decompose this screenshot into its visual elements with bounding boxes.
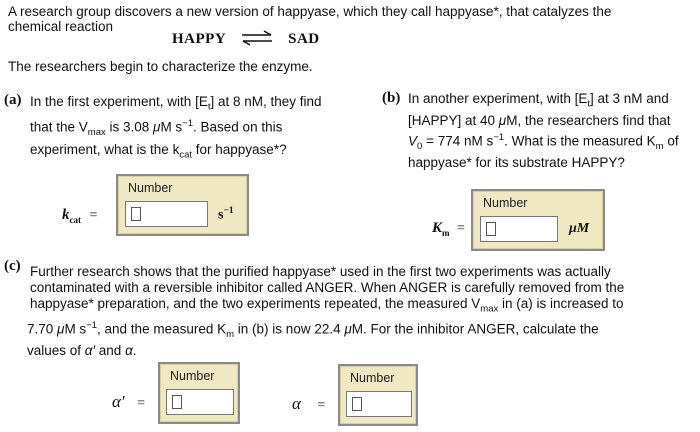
part-b-line-1: In another experiment, with $[E_t]$ at 3 nM and	[408, 91, 669, 110]
alpha-prime-input-caret	[172, 395, 182, 409]
kcat-unit: $s^{-1}$	[218, 206, 234, 223]
km-input-caret	[486, 222, 496, 236]
km-input[interactable]	[480, 216, 558, 242]
part-c-line-4: 7.70 μM $s^{-1}$, and the measured $K_m$ in (b) is now 22.4 μM. For the inhibitor ANGER, calculate the	[27, 319, 599, 340]
equilibrium-arrow-icon	[240, 30, 274, 46]
part-c-question	[27, 264, 690, 359]
problem-intro	[8, 4, 688, 34]
part-b-line-2: [HAPPY] at 40 μM, the researchers find that	[408, 113, 671, 129]
km-answer-box	[471, 189, 605, 251]
km-symbol: $K_m$ =	[432, 220, 465, 239]
intro-begin: The researchers begin to characterize the enzyme.	[8, 59, 313, 74]
part-a-line-1: In the first experiment, with $[E_t]$ at 8 nM, they find	[30, 94, 322, 113]
part-b-label: (b)	[382, 90, 401, 106]
part-a-label: (a)	[4, 92, 22, 108]
alpha-input[interactable]	[346, 391, 412, 417]
km-unit: μM	[569, 221, 590, 236]
part-c-line-3: happyase* preparation, and the two experiments repeated, the measured $V_{max}$ in (a) is increased to	[30, 296, 624, 315]
part-b-question	[408, 91, 698, 172]
reaction-substrate: HAPPY	[172, 31, 226, 47]
reaction-equation	[172, 30, 320, 48]
kcat-input-caret	[131, 207, 141, 221]
kcat-symbol: $k_{cat}$ =	[62, 207, 98, 226]
alpha-prime-answer-box	[158, 362, 240, 424]
alpha-answer-box	[338, 364, 418, 426]
alpha-symbol: α =	[292, 394, 326, 413]
part-c-line-1: Further research shows that the purified happyase* used in the first two experiments was actually	[30, 264, 611, 279]
intro-line-2: chemical reaction	[8, 19, 114, 34]
alpha-box-label: Number	[350, 371, 395, 385]
alpha-input-caret	[352, 397, 362, 411]
kcat-answer-box	[116, 174, 249, 236]
part-b-line-3: $V_0 = 774$ nM $s^{-1}$. What is the measured $K_m$ of	[408, 131, 679, 152]
reaction-product: SAD	[288, 31, 320, 47]
part-a-line-3: experiment, what is the $k_{cat}$ for happyase*?	[30, 141, 287, 161]
intro-line-1: A research group discovers a new version of happyase, which they call happyase*, that catalyzes the	[8, 4, 612, 19]
kcat-box-label: Number	[128, 181, 173, 195]
alpha-prime-box-label: Number	[170, 369, 215, 383]
part-a-question	[30, 94, 350, 164]
part-a-line-2: that the $V_{max}$ is 3.08 μM $s^{-1}$. Based on this	[30, 118, 283, 139]
part-c-label: (c)	[4, 258, 21, 274]
alpha-prime-input[interactable]	[166, 389, 234, 415]
part-c-line-5: values of α′ and α.	[27, 342, 137, 358]
alpha-prime-symbol: α′ =	[112, 392, 146, 411]
part-b-line-4: happyase* for its substrate HAPPY?	[408, 155, 625, 171]
part-c-line-2: contaminated with a reversible inhibitor called ANGER. When ANGER is carefully removed from the	[30, 280, 625, 295]
km-box-label: Number	[483, 196, 528, 210]
kcat-input[interactable]	[125, 201, 208, 227]
